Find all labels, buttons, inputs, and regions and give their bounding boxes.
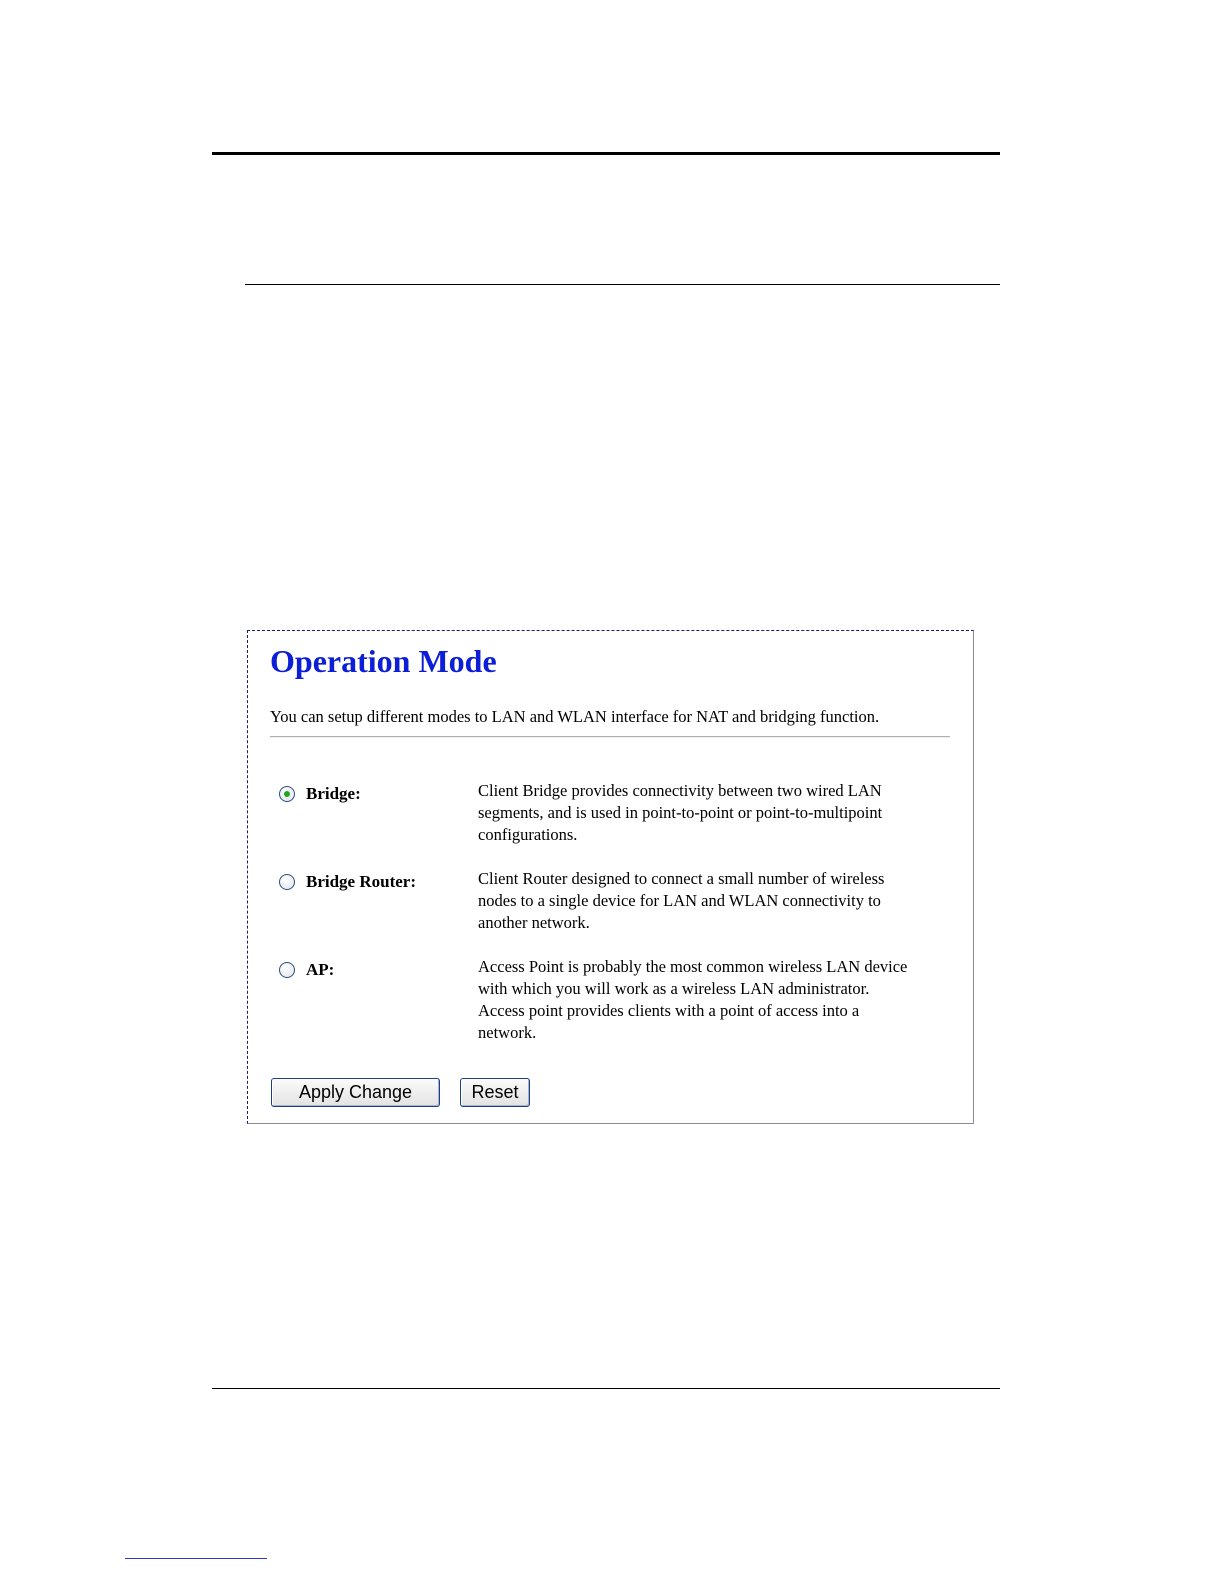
operation-mode-screenshot (247, 630, 974, 1124)
ap-description (478, 956, 958, 1044)
bridge-label: Bridge: (306, 784, 361, 803)
description-line: segments, and is used in point-to-point or point-to-multipoint (478, 803, 883, 822)
description-line: another network. (478, 913, 590, 932)
reset-button[interactable]: Reset (460, 1078, 530, 1107)
bridge-radio[interactable] (279, 786, 295, 802)
page-title: Operation Mode (270, 643, 497, 679)
bridge-router-label: Bridge Router: (306, 872, 417, 891)
description-line: Access Point is probably the most common wireless LAN device (478, 957, 908, 976)
footer-rule (212, 1388, 1000, 1389)
footnote-rule (125, 1558, 267, 1559)
description-line: Client Router designed to connect a small number of wireless (478, 869, 885, 888)
ap-label: AP: (306, 960, 335, 979)
header-rule (212, 152, 1000, 155)
bridge-router-radio[interactable] (279, 874, 295, 890)
bridge-description (478, 780, 958, 846)
description-line: network. (478, 1023, 537, 1042)
section-rule (245, 284, 1000, 285)
ap-radio[interactable] (279, 962, 295, 978)
description-line: nodes to a single device for LAN and WLAN connectivity to (478, 891, 881, 910)
page-description: You can setup different modes to LAN and WLAN interface for NAT and bridging function. (270, 707, 880, 726)
description-line: Access point provides clients with a point of access into a (478, 1001, 860, 1020)
description-line: Client Bridge provides connectivity between two wired LAN (478, 781, 882, 800)
apply-change-button[interactable]: Apply Change (271, 1078, 440, 1107)
description-line: configurations. (478, 825, 578, 844)
description-line: with which you will work as a wireless LAN administrator. (478, 979, 870, 998)
bridge-router-description (478, 868, 958, 934)
divider (270, 736, 950, 738)
